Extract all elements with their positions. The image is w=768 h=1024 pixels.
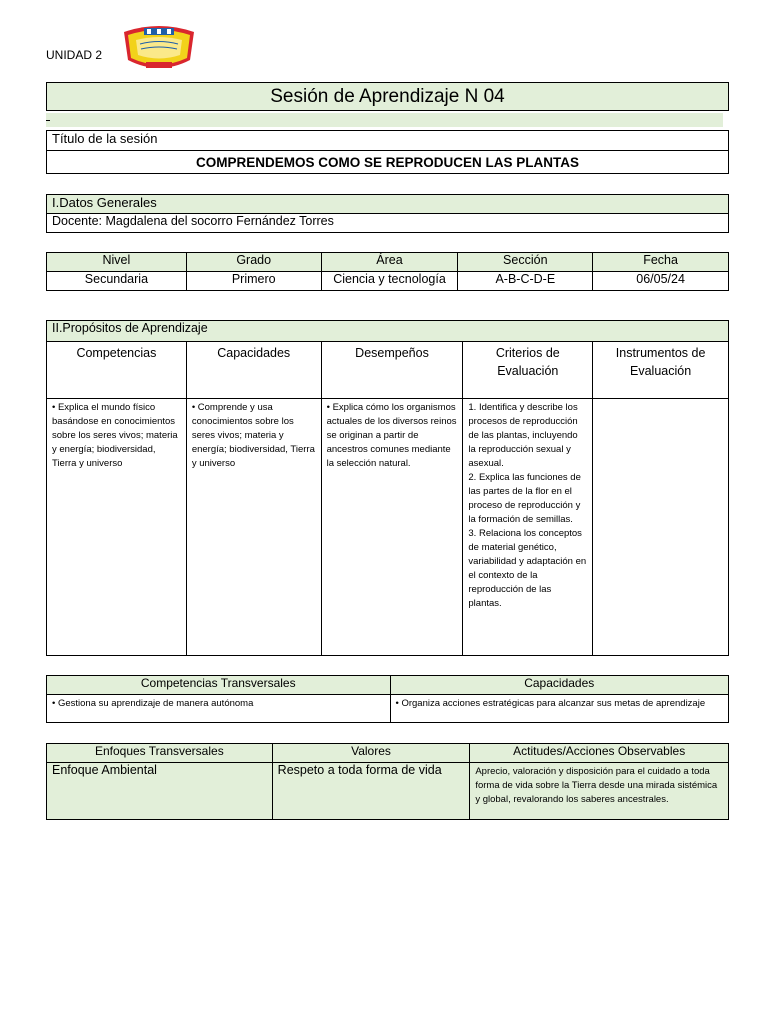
teacher-name: Docente: Magdalena del socorro Fernández Torres — [47, 214, 729, 233]
session-title-label: Título de la sesión — [47, 131, 729, 151]
desempeno-cell: • Explica cómo los organismos actuales de los diversos reinos se originan a partir de ancestros comunes mediante la selección natural. — [321, 399, 463, 656]
transversal-competencia-cell: • Gestiona su aprendizaje de manera autónoma — [47, 695, 391, 723]
title-underline-strip — [46, 113, 723, 127]
header-nivel: Nivel — [47, 253, 187, 272]
school-crest-logo-icon — [120, 24, 198, 74]
header-actitudes: Actitudes/Acciones Observables — [470, 744, 729, 763]
criterio-2: 2. Explica las funciones de las partes de la flor en el proceso de reproducción y la formación de semillas. — [468, 472, 581, 525]
criterio-3: 3. Relaciona los conceptos de material genético, variabilidad y adaptación en el contexto de la reproducción de las plantas. — [468, 528, 587, 609]
session-title-table — [46, 130, 729, 174]
learning-purposes-table — [46, 320, 729, 656]
header-grado: Grado — [186, 253, 321, 272]
competencia-cell: • Explica el mundo físico basándose en conocimientos sobre los seres vivos; materia y energía; biodiversidad, Tierra y universo — [47, 399, 187, 656]
col-capacidades: Capacidades — [186, 342, 321, 399]
header-capacidades-transversales: Capacidades — [390, 676, 729, 695]
transversal-approaches-table — [46, 743, 729, 820]
col-instrumentos: Instrumentos de Evaluación — [593, 342, 729, 399]
col-competencias: Competencias — [47, 342, 187, 399]
value-area: Ciencia y tecnología — [321, 272, 458, 291]
value-nivel: Secundaria — [47, 272, 187, 291]
transversal-competencies-table — [46, 675, 729, 723]
transversal-capacidad-cell: • Organiza acciones estratégicas para alcanzar sus metas de aprendizaje — [390, 695, 729, 723]
session-title-value: COMPRENDEMOS COMO SE REPRODUCEN LAS PLANTAS — [47, 151, 729, 174]
col-desempenos: Desempeños — [321, 342, 463, 399]
header-fecha: Fecha — [593, 253, 729, 272]
header-enfoques: Enfoques Transversales — [47, 744, 273, 763]
actitud-cell: Aprecio, valoración y disposición para el cuidado a toda forma de vida sobre la Tierra desde una mirada sistémica y global, revalorando los saberes ancestrales. — [470, 763, 729, 820]
course-info-table — [46, 252, 729, 291]
value-fecha: 06/05/24 — [593, 272, 729, 291]
capacidad-cell: • Comprende y usa conocimientos sobre los seres vivos; materia y energía; biodiversidad, Tierra y universo — [186, 399, 321, 656]
criterio-1: 1. Identifica y describe los procesos de reproducción de las plantas, incluyendo la reproducción sexual y asexual. — [468, 402, 578, 469]
header-valores: Valores — [272, 744, 470, 763]
instrumentos-cell — [593, 399, 729, 656]
criterios-cell — [463, 399, 593, 656]
general-data-heading: I.Datos Generales — [47, 195, 729, 214]
value-grado: Primero — [186, 272, 321, 291]
header-area: Área — [321, 253, 458, 272]
header-competencias-transversales: Competencias Transversales — [47, 676, 391, 695]
col-criterios: Criterios de Evaluación — [463, 342, 593, 399]
general-data-table — [46, 194, 729, 233]
enfoque-cell: Enfoque Ambiental — [47, 763, 273, 820]
cursor-mark — [46, 120, 50, 121]
unidad-label: UNIDAD 2 — [46, 48, 103, 62]
page-title: Sesión de Aprendizaje N 04 — [46, 82, 729, 111]
value-seccion: A-B-C-D-E — [458, 272, 593, 291]
header-seccion: Sección — [458, 253, 593, 272]
purposes-heading: II.Propósitos de Aprendizaje — [47, 321, 729, 342]
valor-cell: Respeto a toda forma de vida — [272, 763, 470, 820]
